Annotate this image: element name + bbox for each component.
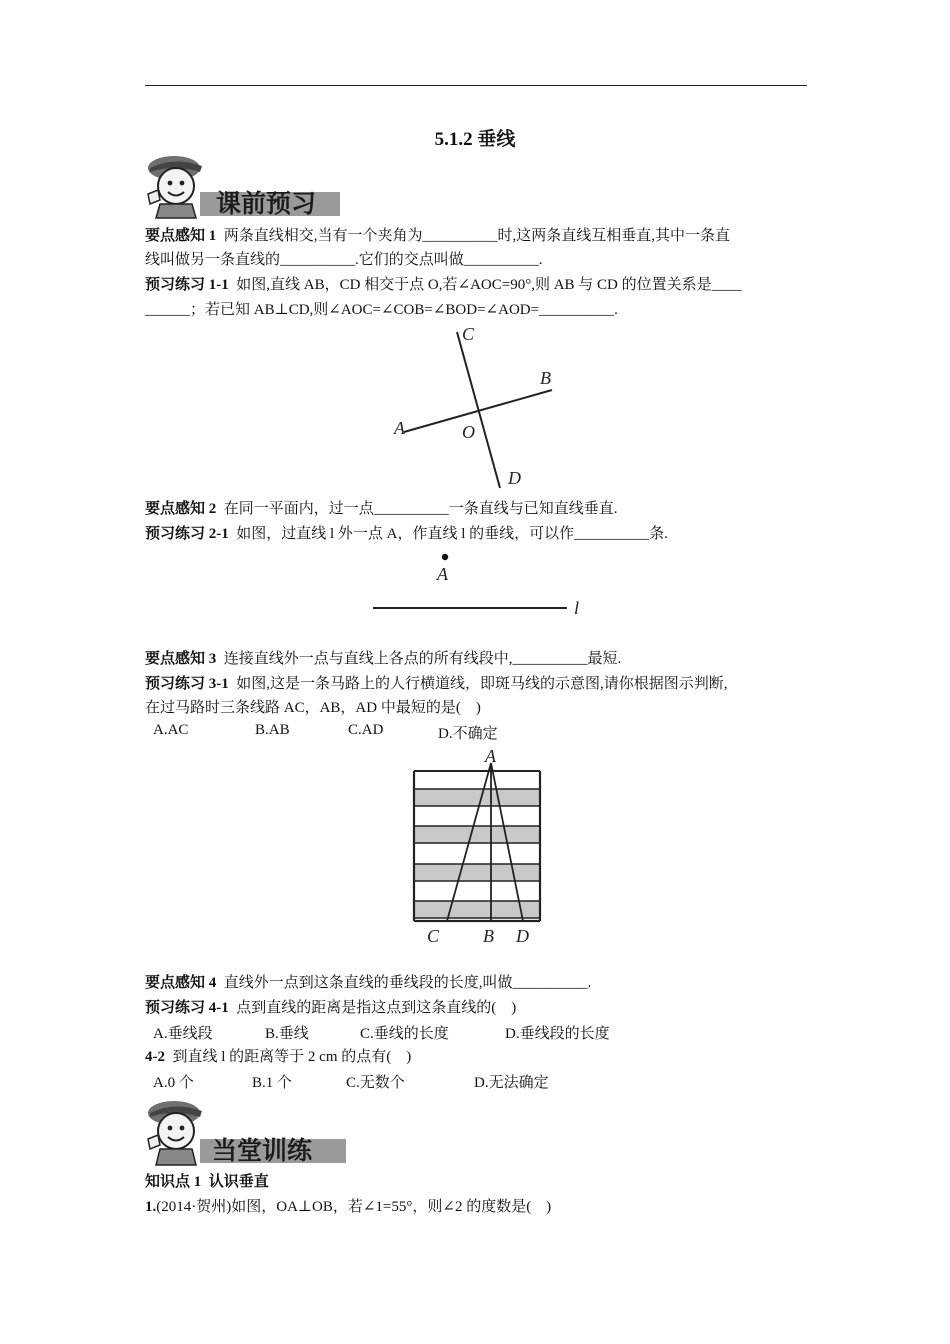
figure-zebra-crossing xyxy=(405,745,555,945)
key-point-text: 连接直线外一点与直线上各点的所有线段中,__________最短. xyxy=(223,651,622,667)
option-b: B.AB xyxy=(255,722,290,738)
practice-text: 到直线 l 的距离等于 2 cm 的点有( ) xyxy=(172,1049,412,1065)
key-point-1-cont: 线叫做另一条直线的__________.它们的交点叫做__________. xyxy=(145,252,543,268)
label-a: A xyxy=(437,564,448,584)
option-d: D.垂线段的长度 xyxy=(505,1026,610,1042)
option-b: B.垂线 xyxy=(265,1026,309,1042)
practice-text: 如图,直线 AB，CD 相交于点 O,若∠AOC=90°,则 AB 与 CD 的位置关系是____ xyxy=(236,277,742,293)
option-d: D.不确定 xyxy=(438,726,498,742)
figure-point-line xyxy=(365,548,595,623)
line-ab xyxy=(404,390,552,432)
key-point-label: 要点感知 3 xyxy=(145,651,217,667)
practice-text: 如图,这是一条马路上的人行横道线，即斑马线的示意图,请你根据图示判断, xyxy=(236,676,728,692)
label-a: A xyxy=(485,746,496,766)
stripe xyxy=(414,789,540,806)
practice-2-1 xyxy=(145,524,810,544)
option-c: C.垂线的长度 xyxy=(360,1026,449,1042)
option-a: A.0 个 xyxy=(153,1075,194,1091)
cartoon-boy-icon xyxy=(148,1101,202,1165)
practice-label: 预习练习 1-1 xyxy=(145,277,229,293)
figure-intersecting-lines xyxy=(380,318,570,493)
key-point-label: 要点感知 2 xyxy=(145,501,217,517)
label-d: D xyxy=(516,926,529,945)
header-rule xyxy=(145,85,807,86)
practice-label: 预习练习 2-1 xyxy=(145,526,229,542)
practice-3-1-cont: 在过马路时三条线路 AC，AB，AD 中最短的是( ) xyxy=(145,700,481,716)
key-point-text: 两条直线相交,当有一个夹角为__________时,这两条直线互相垂直,其中一条直 xyxy=(223,228,731,244)
practice-4-2 xyxy=(145,1047,810,1067)
key-point-3 xyxy=(145,649,810,669)
knowledge-point-1 xyxy=(145,1172,810,1192)
options-4-1 xyxy=(0,1022,950,1044)
label-c: C xyxy=(427,926,440,945)
key-point-label: 要点感知 1 xyxy=(145,228,217,244)
label-a: A xyxy=(394,418,405,438)
options-4-2 xyxy=(0,1071,950,1093)
practice-1-1-cont: ______；若已知 AB⊥CD,则∠AOC=∠COB=∠BOD=∠AOD=__________. xyxy=(145,302,618,318)
question-1 xyxy=(145,1197,810,1217)
question-text: (2014·贺州)如图，OA⊥OB，若∠1=55°，则∠2 的度数是( ) xyxy=(156,1199,552,1215)
key-point-text: 直线外一点到这条直线的垂线段的长度,叫做__________. xyxy=(223,975,592,991)
key-point-2 xyxy=(145,499,810,519)
key-point-text: 在同一平面内，过一点__________一条直线与已知直线垂直. xyxy=(223,501,618,517)
key-point-1 xyxy=(145,226,810,246)
label-o: O xyxy=(462,422,475,442)
cartoon-boy-icon xyxy=(148,156,202,218)
knowledge-point-title: 认识垂直 xyxy=(208,1174,269,1190)
key-point-4 xyxy=(145,973,810,993)
option-b: B.1 个 xyxy=(252,1075,293,1091)
banner-title: 当堂训练 xyxy=(212,1136,313,1165)
label-c: C xyxy=(462,324,475,344)
option-d: D.无法确定 xyxy=(474,1075,549,1091)
option-c: C.AD xyxy=(348,722,384,738)
practice-text: 如图，过直线 l 外一点 A，作直线 l 的垂线，可以作__________条. xyxy=(236,526,668,542)
label-d: D xyxy=(508,468,521,488)
page-title: 5.1.2 垂线 xyxy=(434,129,516,150)
section-banner-practice xyxy=(140,1095,350,1167)
option-c: C.无数个 xyxy=(346,1075,405,1091)
question-number: 1. xyxy=(145,1199,157,1215)
options-3-1 xyxy=(0,722,950,744)
practice-4-1 xyxy=(145,998,810,1018)
knowledge-point-label: 知识点 1 xyxy=(145,1174,202,1190)
label-l: l xyxy=(574,598,580,618)
stripe xyxy=(414,826,540,843)
practice-label: 4-2 xyxy=(145,1049,165,1065)
key-point-label: 要点感知 4 xyxy=(145,975,217,991)
practice-label: 预习练习 3-1 xyxy=(145,676,229,692)
practice-text: 点到直线的距离是指这点到这条直线的( ) xyxy=(236,1000,517,1016)
section-banner-preview xyxy=(140,150,345,220)
practice-1-1 xyxy=(145,275,810,295)
option-a: A.垂线段 xyxy=(153,1026,213,1042)
label-b: B xyxy=(483,926,494,945)
practice-label: 预习练习 4-1 xyxy=(145,1000,229,1016)
point-a xyxy=(442,554,448,560)
label-b: B xyxy=(540,368,551,388)
practice-3-1 xyxy=(145,674,810,694)
stripe xyxy=(414,864,540,881)
option-a: A.AC xyxy=(153,722,189,738)
banner-title: 课前预习 xyxy=(216,189,317,218)
